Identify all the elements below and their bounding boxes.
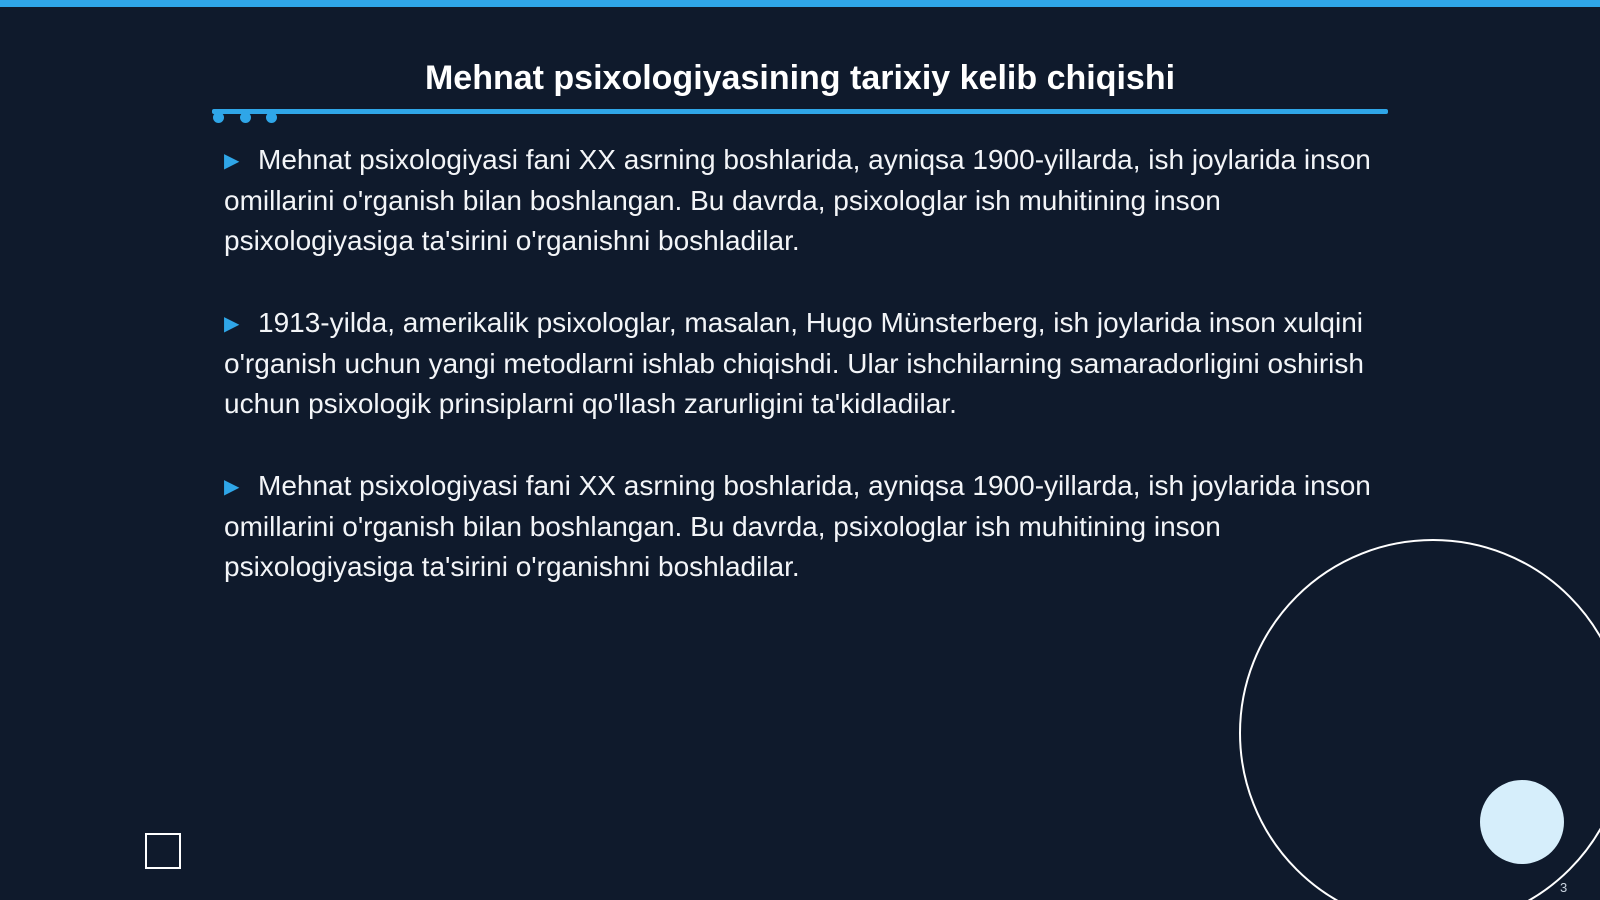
title-underline bbox=[212, 109, 1388, 114]
slide-title: Mehnat psixologiyasining tarixiy kelib chiqishi bbox=[424, 59, 1176, 97]
decorative-dot bbox=[213, 112, 224, 123]
decorative-dot bbox=[266, 112, 277, 123]
bullet-text: Mehnat psixologiyasi fani XX asrning boshlarida, ayniqsa 1900-yillarda, ish joylarida inson omillarini o'rganish bilan boshlangan. Bu davrda, psixologlar ish muhitining inson psixologiyasiga ta'sirini o'rganishni boshladilar. bbox=[224, 144, 1371, 256]
page-number: 3 bbox=[1560, 880, 1568, 895]
bullet-item bbox=[224, 303, 1374, 424]
bullet-item bbox=[224, 140, 1374, 261]
bullet-list bbox=[224, 140, 1374, 629]
bullet-text: Mehnat psixologiyasi fani XX asrning boshlarida, ayniqsa 1900-yillarda, ish joylarida inson omillarini o'rganish bilan boshlangan. Bu davrda, psixologlar ish muhitining inson psixologiyasiga ta'sirini o'rganishni boshladilar. bbox=[224, 470, 1371, 582]
decorative-circle-filled bbox=[1480, 780, 1564, 864]
play-triangle-icon: ▶ bbox=[224, 476, 240, 498]
play-triangle-icon: ▶ bbox=[224, 313, 240, 335]
bullet-text: 1913-yilda, amerikalik psixologlar, masalan, Hugo Münsterberg, ish joylarida inson xulqini o'rganish uchun yangi metodlarni ishlab chiqishdi. Ular ishchilarning samaradorligini oshirish uchun psixologik prinsiplarni qo'llash zarurligini ta'kidladilar. bbox=[224, 307, 1364, 419]
play-triangle-icon: ▶ bbox=[224, 150, 240, 172]
decorative-square bbox=[145, 833, 181, 869]
top-accent-bar bbox=[0, 0, 1600, 7]
bullet-item bbox=[224, 466, 1374, 587]
decorative-dot bbox=[240, 112, 251, 123]
